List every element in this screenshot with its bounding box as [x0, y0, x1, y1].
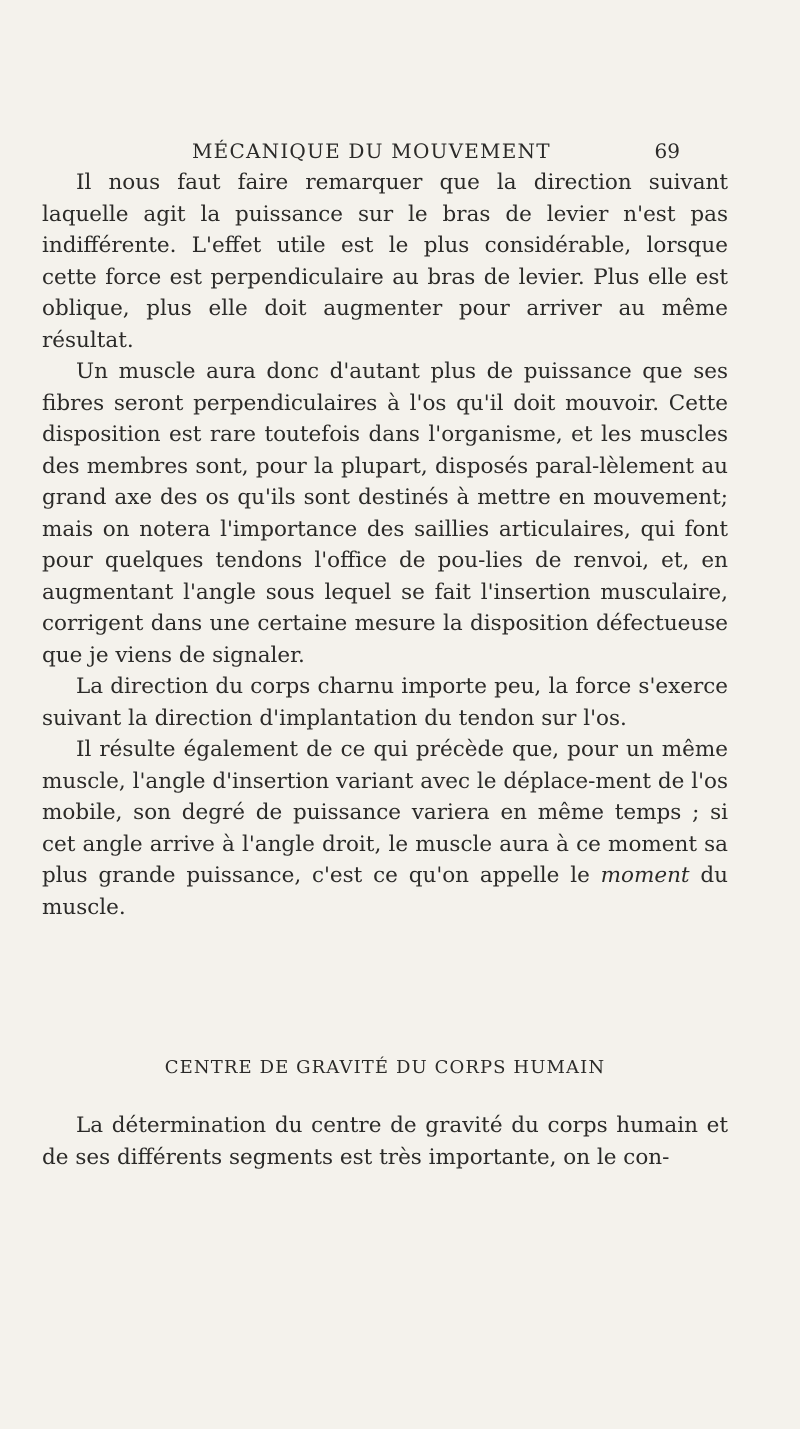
- paragraph-fleshy-body: La direction du corps charnu importe peu, la force s'exerce suivant la direction d'implantation du tendon sur l'os.: [42, 674, 728, 731]
- section-text: [42, 1110, 728, 1173]
- main-text: [42, 167, 728, 923]
- insertion-text-before: Il résulte également de ce qui précède que, pour un même muscle, l'angle d'insertion variant avec le déplace-ment de l'os mobile, son degré de puissance variera en même temps ; si cet angle arrive à l'angle droit, le muscle aura à ce moment sa plus grande puissance, c'est ce qu'on appelle le: [42, 737, 728, 888]
- running-head: [120, 139, 680, 169]
- page-number: 69: [654, 139, 680, 163]
- section-heading: CENTRE DE GRAVITÉ DU CORPS HUMAIN: [164, 1057, 606, 1078]
- paragraph-muscle-fibres: Un muscle aura donc d'autant plus de puissance que ses fibres seront perpendiculaires à l'os qu'il doit mouvoir. Cette disposition est rare toutefois dans l'organisme, et les muscles des membres sont, pour la plupart, disposés paral-lèlement au grand axe des os qu'ils sont destinés à mettre en mouvement; mais on notera l'importance des saillies articulaires, qui font pour quelques tendons l'office de pou-lies de renvoi, et, en augmentant l'angle sous lequel se fait l'insertion musculaire, corrigent dans une certaine mesure la disposition défectueuse que je viens de signaler.: [42, 359, 728, 668]
- running-title: MÉCANIQUE DU MOUVEMENT: [192, 139, 551, 163]
- paragraph-centre-gravity: La détermination du centre de gravité du corps humain et de ses différents segments est très importante, on le con-: [42, 1113, 728, 1170]
- paragraph-lever-direction: Il nous faut faire remarquer que la direction suivant laquelle agit la puissance sur le bras de levier n'est pas indifférente. L'effet utile est le plus considérable, lorsque cette force est perpendiculaire au bras de levier. Plus elle est oblique, plus elle doit augmenter pour arriver au même résultat.: [42, 170, 728, 353]
- insertion-text-after: du muscle.: [42, 863, 728, 920]
- emphasis-moment: moment: [600, 863, 690, 888]
- paragraph-insertion-angle: [42, 734, 728, 923]
